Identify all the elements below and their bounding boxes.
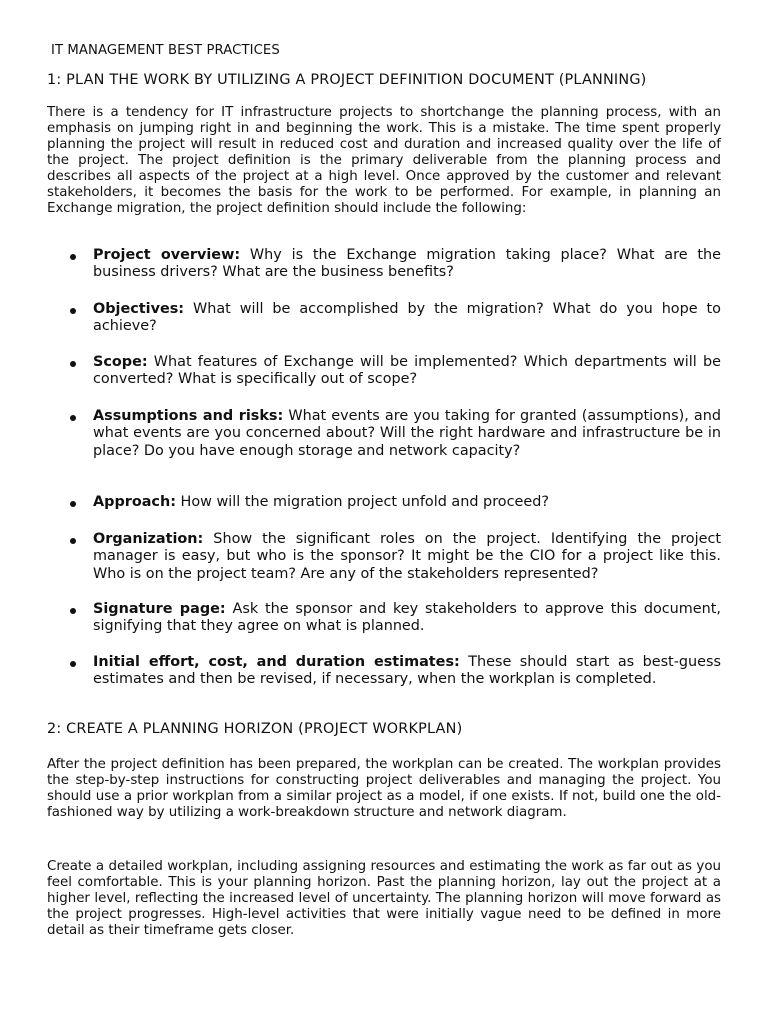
bullet-text: Ask the sponsor and key stakeholders to approve this document, signifying that they agree on what is planned. (93, 601, 721, 635)
bullet-term: Objectives: (93, 301, 185, 317)
bullet-text: What events are you taking for granted (assumptions), and what events are you concerned about? Will the right hardware and infrastructure be in place? Do you have enough storage and network capacity? (93, 408, 721, 459)
list-item-organization (93, 531, 721, 583)
list-item-project-overview (93, 247, 721, 282)
section-1-heading: 1: PLAN THE WORK BY UTILIZING A PROJECT DEFINITION DOCUMENT (PLANNING) (47, 72, 647, 88)
section-2-paragraph-1: After the project definition has been prepared, the workplan can be created. The workplan provides the step-by-step instructions for constructing project deliverables and managing the project. You should use a prior workplan from a similar project as a model, if one exists. If not, build one the old-fashioned way by utilizing a work-breakdown structure and network diagram. (47, 757, 721, 820)
list-item-initial-estimates (93, 654, 721, 689)
bullet-term: Initial effort, cost, and duration estimates: (93, 654, 460, 670)
bullet-icon (70, 661, 76, 667)
section-2-paragraph-2: Create a detailed workplan, including assigning resources and estimating the work as far out as you feel comfortable. This is your planning horizon. Past the planning horizon, lay out the project at a higher level, reflecting the increased level of uncertainty. The planning horizon will move forward as the project progresses. High-level activities that were initially vague need to be defined in more detail as their timeframe gets closer. (47, 859, 721, 938)
list-item-objectives (93, 301, 721, 336)
bullet-text: How will the migration project unfold and proceed? (175, 494, 549, 510)
bullet-icon (70, 608, 76, 614)
section-1-intro-paragraph: There is a tendency for IT infrastructure projects to shortchange the planning process, with an emphasis on jumping right in and beginning the work. This is a mistake. The time spent properly planning the project will result in reduced cost and duration and increased quality over the life of the project. The project definition is the primary deliverable from the planning process and describes all aspects of the project at a high level. Once approved by the customer and relevant stakeholders, it becomes the basis for the work to be performed. For example, in planning an Exchange migration, the project definition should include the following: (47, 105, 721, 216)
bullet-term: Signature page: (93, 601, 226, 617)
list-item-approach (93, 494, 721, 511)
bullet-text: What will be accomplished by the migration? What do you hope to achieve? (93, 301, 721, 335)
list-item-scope (93, 354, 721, 389)
bullet-text: These should start as best-guess estimates and then be revised, if necessary, when the workplan is completed. (93, 654, 721, 688)
document-title: IT MANAGEMENT BEST PRACTICES (51, 43, 280, 58)
bullet-term: Organization: (93, 531, 204, 547)
list-item-assumptions-and-risks (93, 408, 721, 460)
bullet-term: Approach: (93, 494, 176, 510)
bullet-term: Assumptions and risks: (93, 408, 284, 424)
bullet-text: Show the significant roles on the project. Identifying the project manager is easy, but who is the sponsor? It might be the CIO for a project like this. Who is on the project team? Are any of the stakeholders represented? (93, 531, 721, 582)
bullet-icon (70, 538, 76, 544)
bullet-icon (70, 415, 76, 421)
bullet-icon (70, 361, 76, 367)
list-item-signature-page (93, 601, 721, 636)
bullet-term: Project overview: (93, 247, 241, 263)
bullet-text: What features of Exchange will be implemented? Which departments will be converted? What is specifically out of scope? (93, 354, 721, 388)
section-2-heading: 2: CREATE A PLANNING HORIZON (PROJECT WORKPLAN) (47, 721, 463, 737)
bullet-term: Scope: (93, 354, 148, 370)
bullet-icon (70, 308, 76, 314)
bullet-text: Why is the Exchange migration taking place? What are the business drivers? What are the business benefits? (93, 247, 722, 281)
bullet-icon (70, 501, 76, 507)
bullet-icon (70, 254, 76, 260)
